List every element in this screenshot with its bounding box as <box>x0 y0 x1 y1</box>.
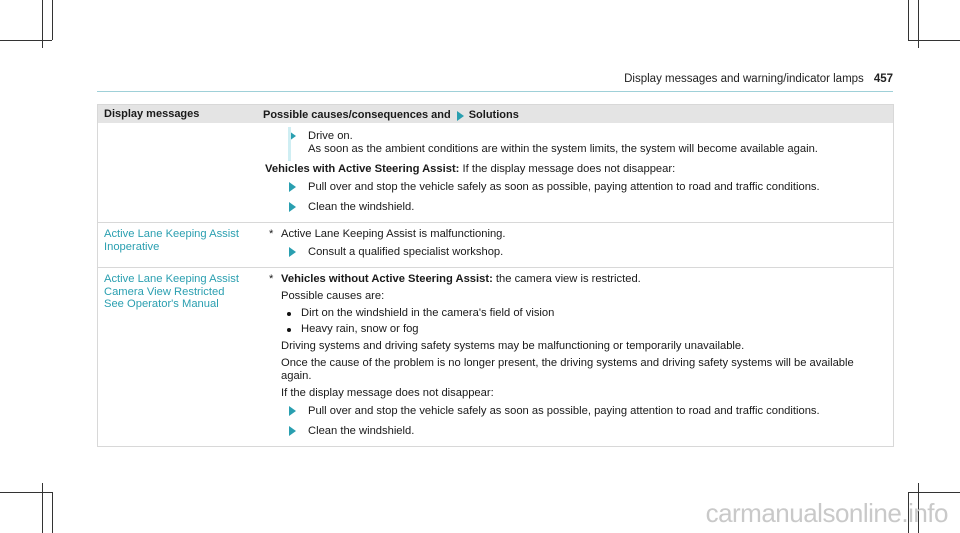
solution-title: Drive on. <box>308 130 353 142</box>
arrow-icon <box>289 247 296 257</box>
crop-mark <box>0 492 52 493</box>
highlight-bar <box>288 127 291 161</box>
solution-text: Clean the windshield. <box>308 201 415 213</box>
header-title: Display messages and warning/indicator lamps <box>624 73 864 85</box>
solution-step <box>283 130 885 156</box>
solution-cell <box>256 123 893 222</box>
bullet-icon <box>287 328 291 332</box>
cause-line <box>269 273 885 286</box>
arrow-icon <box>289 426 296 436</box>
crop-mark <box>908 0 909 40</box>
message-line: Active Lane Keeping Assist <box>104 273 239 285</box>
arrow-icon <box>289 406 296 416</box>
crop-mark <box>908 40 960 41</box>
possible-causes: Possible causes are: <box>281 290 385 302</box>
paragraph: If the display message does not disappear: <box>281 387 494 399</box>
table-row <box>98 222 893 267</box>
crop-mark <box>908 492 960 493</box>
message-cell <box>98 223 256 267</box>
running-header <box>624 73 893 85</box>
solution-text: Pull over and stop the vehicle safely as soon as possible, paying attention to road and traffic conditions. <box>308 181 820 193</box>
solution-step <box>283 425 885 438</box>
arrow-icon <box>289 182 296 192</box>
solution-text: Clean the windshield. <box>308 425 415 437</box>
crop-mark <box>52 0 53 40</box>
page-number: 457 <box>873 73 893 85</box>
vehicles-label: Vehicles with Active Steering Assist: <box>265 163 460 175</box>
message-line: See Operator's Manual <box>104 298 219 310</box>
paragraph: Driving systems and driving safety systems may be malfunctioning or temporarily unavailable. <box>281 340 745 352</box>
message-cell <box>98 268 256 446</box>
bullet-text: Heavy rain, snow or fog <box>301 323 419 335</box>
col-header-messages: Display messages <box>104 108 200 120</box>
col-header-solutions <box>256 105 893 123</box>
vehicles-text: the camera view is restricted. <box>495 273 641 285</box>
crop-mark <box>42 483 43 533</box>
asterisk: * <box>269 228 274 240</box>
watermark: carmanualsonline.info <box>705 498 948 528</box>
header-rule <box>97 91 893 92</box>
message-line: Inoperative <box>104 240 160 253</box>
message-line: Camera View Restricted <box>104 285 225 298</box>
solution-text: As soon as the ambient conditions are within the system limits, the system will become available again. <box>308 143 818 155</box>
cause-line <box>269 228 885 241</box>
bullet-text: Dirt on the windshield in the camera's field of vision <box>301 307 555 319</box>
display-messages-table <box>97 104 894 447</box>
cause-text: Active Lane Keeping Assist is malfunctioning. <box>281 228 506 240</box>
message-line: Active Lane Keeping Assist <box>104 228 239 240</box>
vehicles-text: If the display message does not disappear: <box>462 163 676 175</box>
col-header-causes: Possible causes/consequences and <box>263 109 451 121</box>
asterisk: * <box>269 273 274 285</box>
table-header <box>98 105 893 123</box>
solution-cell <box>256 223 893 267</box>
solution-step <box>283 181 885 194</box>
col-header-solutions-label: Solutions <box>468 109 519 121</box>
solution-step <box>283 246 885 259</box>
solution-step <box>283 405 885 418</box>
solution-text: Consult a qualified specialist workshop. <box>308 246 504 258</box>
bullet-icon <box>287 312 291 316</box>
solution-cell <box>256 268 893 446</box>
vehicles-label: Vehicles without Active Steering Assist: <box>281 273 493 285</box>
solution-step <box>283 201 885 214</box>
crop-mark <box>0 40 52 41</box>
arrow-icon <box>289 202 296 212</box>
crop-mark <box>52 492 53 533</box>
table-row <box>98 123 893 222</box>
bullet-item <box>287 307 885 320</box>
paragraph: Once the cause of the problem is no longer present, the driving systems and driving safety systems will be available again. <box>281 357 854 382</box>
table-row <box>98 267 893 446</box>
solution-text: Pull over and stop the vehicle safely as soon as possible, paying attention to road and traffic conditions. <box>308 405 820 417</box>
message-cell <box>98 123 256 222</box>
vehicles-note <box>265 163 885 176</box>
arrow-icon <box>457 111 464 121</box>
bullet-item <box>287 323 885 336</box>
